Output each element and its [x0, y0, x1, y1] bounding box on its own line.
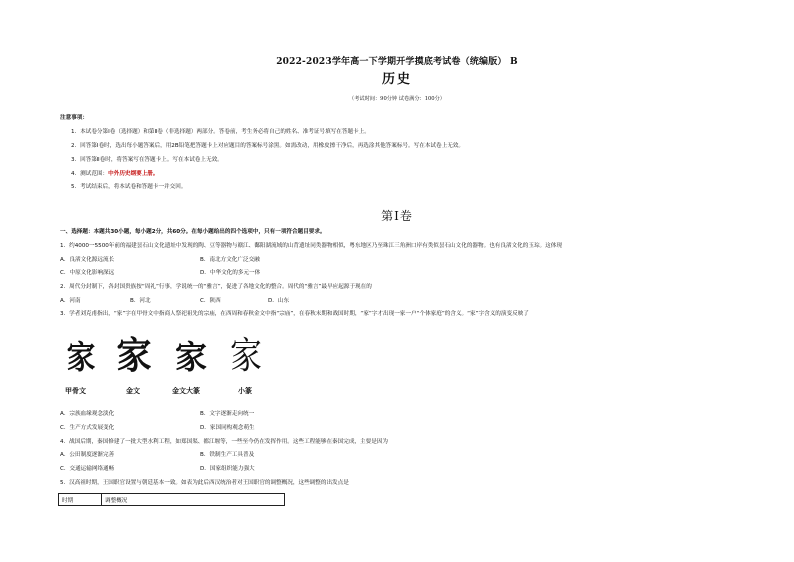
- label-bronze: 金文: [126, 387, 140, 395]
- q4-option-c: C．交通运输网络通畅: [60, 466, 115, 472]
- q3-stem: 3．学者刘克甫指出，“家”字在甲骨文中指商人祭祀祖先的宗庙，在西周和春秋金文中指“宗庙”，在春秋末期和战国时期，“家”字才出现一家一户“个体家庭”的含义。“家”字含义的演变反映了: [60, 311, 529, 317]
- note-item-3: 3．回答第Ⅱ卷时，将答案写在答题卡上。写在本试卷上无效。: [71, 157, 223, 163]
- notes-heading: 注意事项：: [60, 115, 88, 121]
- note-item-1: 1．本试卷分第Ⅰ卷（选择题）和第Ⅱ卷（非选择题）两部分。答卷前，考生务必将自己的姓名、准考证号填写在答题卡上。: [71, 129, 370, 135]
- oracle-bone-jia-glyph: 家: [66, 338, 96, 376]
- instructions: 一、选择题：本题共30小题，每小题2分，共60分。在每小题给出的四个选项中，只有一项符合题目要求。: [60, 229, 326, 235]
- note-item-4-prefix: 4．测试范围：: [71, 171, 109, 177]
- q2-option-a: A．河南: [60, 298, 81, 304]
- exam-info: （考试时间：90分钟 试卷满分：100分）: [349, 96, 445, 102]
- paper-title: 2022-2023学年高一下学期开学摸底考试卷（统编版） B: [276, 57, 518, 67]
- q1-option-c: C．中原文化影响深远: [60, 270, 115, 276]
- label-large-seal: 金文大篆: [172, 387, 200, 395]
- jia-character-figure: [58, 324, 288, 400]
- small-seal-jia-glyph: 家: [230, 333, 263, 378]
- q3-option-b: B．文字逐渐走向统一: [200, 411, 255, 417]
- q3-option-c: C．生产方式发展变化: [60, 425, 115, 431]
- q1-option-a: A．良渚文化源远流长: [60, 257, 115, 263]
- q1-option-d: D．中华文化的多元一体: [200, 270, 261, 276]
- label-oracle-bone: 甲骨文: [65, 387, 86, 395]
- q2-stem: 2．周代分封制下，各封国贵族按“周礼”行事，学说统一的“雅言”，促进了各地文化的整合。周代的“雅言”最早应起源于现在的: [60, 284, 372, 290]
- table-header-adjustment: 调整概况: [102, 494, 285, 506]
- large-seal-jia-glyph: 家: [175, 338, 208, 376]
- note-item-5: 5．考试结束后，将本试卷和答题卡一并交回。: [71, 184, 187, 190]
- label-small-seal: 小篆: [238, 387, 252, 395]
- q4-option-b: B．铁制生产工具普及: [200, 452, 255, 458]
- q2-option-d: D．山东: [268, 298, 290, 304]
- note-item-4: [71, 169, 158, 177]
- test-range: 中外历史纲要上册。: [108, 171, 159, 177]
- table-header-period: 时期: [59, 494, 102, 506]
- q2-option-c: C．陕西: [200, 298, 221, 304]
- q5-stem: 5．汉高祖时期，王国职官设置与朝廷基本一致。如表为此后西汉统治者对王国职官的调整概况，这些调整的出发点是: [60, 480, 349, 486]
- subject-title: 历史: [381, 72, 412, 87]
- q5-table: [58, 493, 285, 506]
- table-header-row: [59, 494, 285, 506]
- q4-option-d: D．国家组织能力强大: [200, 466, 255, 472]
- q1-option-b: B．南北方文化广泛交融: [200, 257, 260, 263]
- bronze-jia-glyph: 家: [116, 333, 152, 378]
- q3-option-a: A．宗族血缘观念淡化: [60, 411, 115, 417]
- q1-stem: 1．约4000一5500年前的福建昙石山文化遗址中发现的陶、豆等器物与赣江、鄱阳湖流域的山背遗址同类器物相似，粤东地区乃至珠江三角洲口岸有类似昙石山文化的器物。也有良渚文化的玉琮。这体现: [60, 243, 562, 249]
- note-item-2: 2．回答第Ⅰ卷时，选出每小题答案后，用2B铅笔把答题卡上对应题目的答案标号涂黑。如需改动，用橡皮擦干净后，再选涂其他答案标号。写在本试卷上无效。: [71, 143, 464, 149]
- q3-option-d: D．家国同构观念萌生: [200, 425, 255, 431]
- q4-stem: 4．战国后期，秦国修建了一批大型水利工程，如郑国渠、都江堰等，一些至今仍在发挥作用。这些工程能够在秦国完成，主要是因为: [60, 439, 388, 445]
- q4-option-a: A．公田制度逐渐完善: [60, 452, 115, 458]
- section-title: 第Ⅰ卷: [381, 209, 413, 223]
- q2-option-b: B．河北: [130, 298, 151, 304]
